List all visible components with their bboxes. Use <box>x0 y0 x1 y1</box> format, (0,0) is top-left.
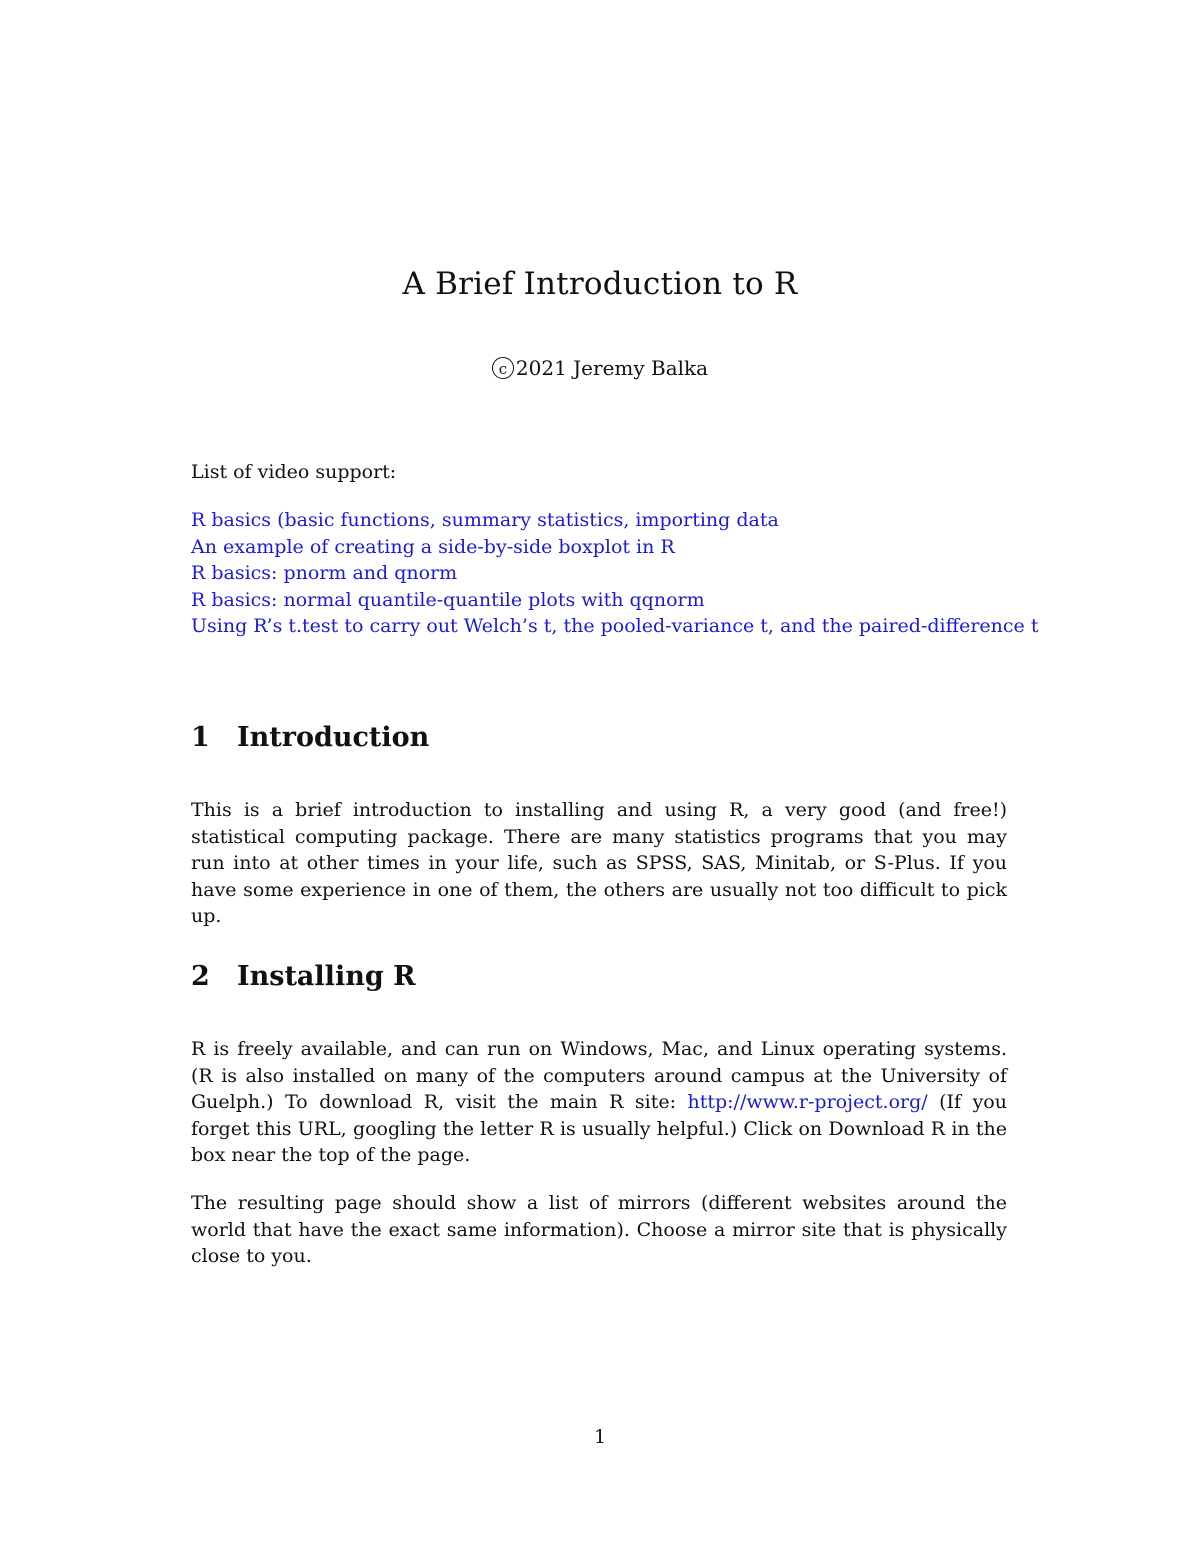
section-title: Introduction <box>237 722 430 753</box>
section-heading-installing-r <box>191 961 416 992</box>
installing-paragraph-2: The resulting page should show a list of mirrors (different websites around the world that have the exact same information). Choose a mirror site that is physically close to you. <box>191 1192 1007 1267</box>
author-text: 2021 Jeremy Balka <box>515 356 709 380</box>
video-support-label: List of video support: <box>191 461 397 483</box>
section-number: 1 <box>191 722 210 753</box>
video-link-pnorm-qnorm[interactable]: R basics: pnorm and qnorm <box>191 562 458 584</box>
video-link-qqnorm[interactable]: R basics: normal quantile-quantile plots with qqnorm <box>191 588 705 611</box>
r-project-link[interactable]: http://www.r-project.org/ <box>687 1091 928 1113</box>
section-title: Installing R <box>237 961 416 992</box>
page-number: 1 <box>593 1426 607 1448</box>
video-link-boxplot[interactable]: An example of creating a side-by-side boxplot in R <box>191 535 675 558</box>
introduction-paragraph: This is a brief introduction to installing and using R, a very good (and free!) statistical computing package. There are many statistics programs that you may run into at other times in your life, such as SPSS, SAS, Minitab, or S-Plus. If you have some experience in one of them, the others are usually not too difficult to pick up. <box>191 799 1007 927</box>
section-heading-introduction <box>191 722 429 753</box>
paragraph-text: R is freely available, and can run on Windows, Mac, and Linux operating systems. (R is also installed on many of the computers around campus at the University of Guelph.) To download R, visit the main R site: <box>191 1038 1007 1113</box>
list-item <box>191 534 1038 561</box>
list-item <box>191 587 1038 614</box>
section-number: 2 <box>191 961 210 992</box>
copyright-icon: c <box>492 357 514 379</box>
video-link-t-test[interactable]: Using R’s t.test to carry out Welch’s t, the pooled-variance t, and the paired-difference t <box>191 615 1039 637</box>
list-item <box>191 507 1038 534</box>
author-line <box>0 356 1200 380</box>
document-title: A Brief Introduction to R <box>402 266 798 302</box>
video-link-list <box>191 507 1038 640</box>
video-link-r-basics[interactable]: R basics (basic functions, summary statistics, importing data <box>191 509 779 531</box>
list-item <box>191 613 1038 640</box>
list-item <box>191 560 1038 587</box>
installing-paragraph-1 <box>191 1036 1007 1169</box>
paragraph-text: (If you forget this URL, googling the letter R is usually helpful.) Click on Download R in the box near the top of the page. <box>191 1091 1007 1166</box>
